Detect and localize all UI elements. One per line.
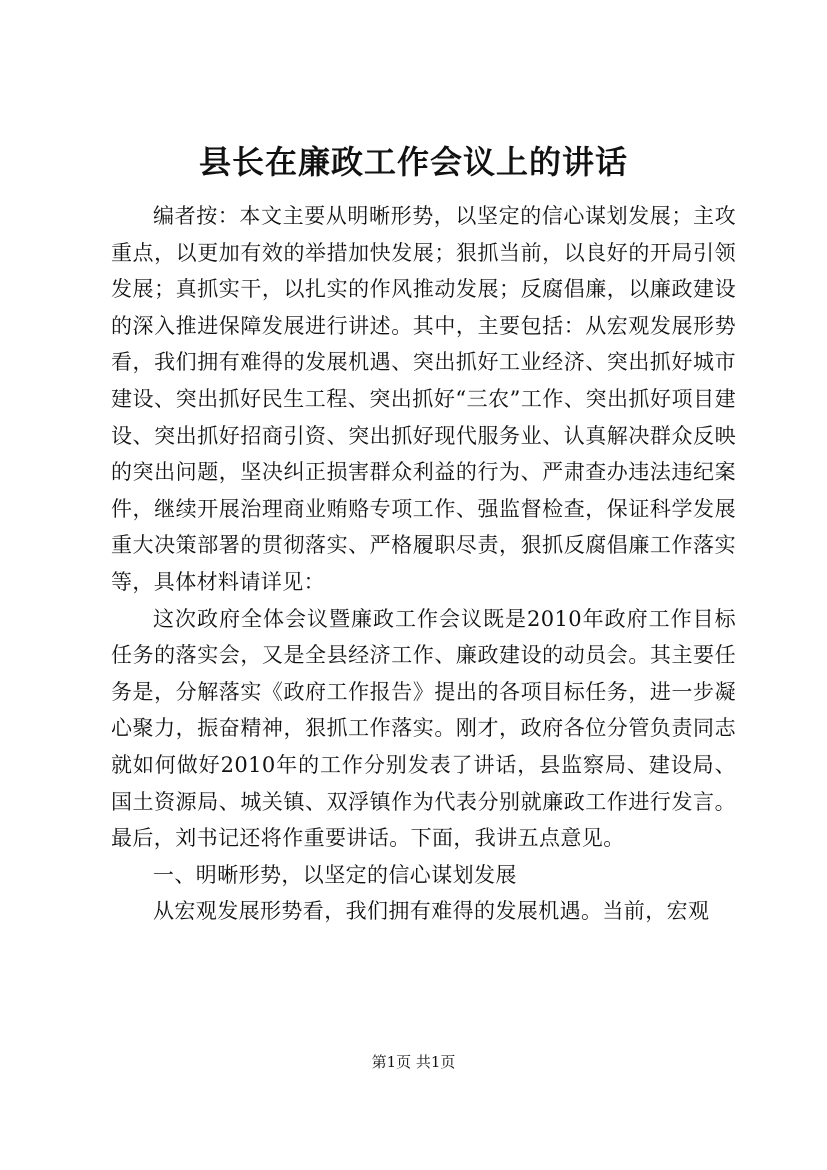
page-footer: 第1页 共1页 bbox=[371, 1053, 456, 1071]
document-title: 县长在廉政工作会议上的讲话 bbox=[198, 143, 628, 181]
section-heading: 一、明晰形势，以坚定的信心谋划发展 bbox=[153, 862, 517, 887]
editor-note-paragraph: 编者按：本文主要从明晰形势，以坚定的信心谋划发展；主攻重点，以更加有效的举措加快发展；狠抓当前，以良好的开局引领发展；真抓实干，以扎实的作风推动发展；反腐倡廉，以廉政建设的深入推进保障发展进行讲述。其中，主要包括：从宏观发展形势看，我们拥有难得的发展机遇、突出抓好工业经济、突出抓好城市建设、突出抓好民生工程、突出抓好“三农”工作、突出抓好项目建设、突出抓好招商引资、突出抓好现代服务业、认真解决群众反映的突出问题，坚决纠正损害群众利益的行为、严肃查办违法违纪案件，继续开展治理商业贿赂专项工作、强监督检查，保证科学发展重大决策部署的贯彻落实、严格履职尽责，狠抓反腐倡廉工作落实等，具体材料请详见： bbox=[111, 204, 736, 594]
body-paragraph: 从宏观发展形势看，我们拥有难得的发展机遇。当前，宏观 bbox=[153, 899, 710, 924]
body-paragraph: 这次政府全体会议暨廉政工作会议既是2010年政府工作目标任务的落实会，又是全县经济工作、廉政建设的动员会。其主要任务是，分解落实《政府工作报告》提出的各项目标任务，进一步凝心聚力，振奋精神，狠抓工作落实。刚才，政府各位分管负责同志就如何做好2010年的工作分别发表了讲话，县监察局、建设局、国土资源局、城关镇、双浮镇作为代表分别就廉政工作进行发言。最后，刘书记还将作重要讲话。下面，我讲五点意见。 bbox=[111, 606, 736, 851]
document-body bbox=[111, 198, 736, 930]
